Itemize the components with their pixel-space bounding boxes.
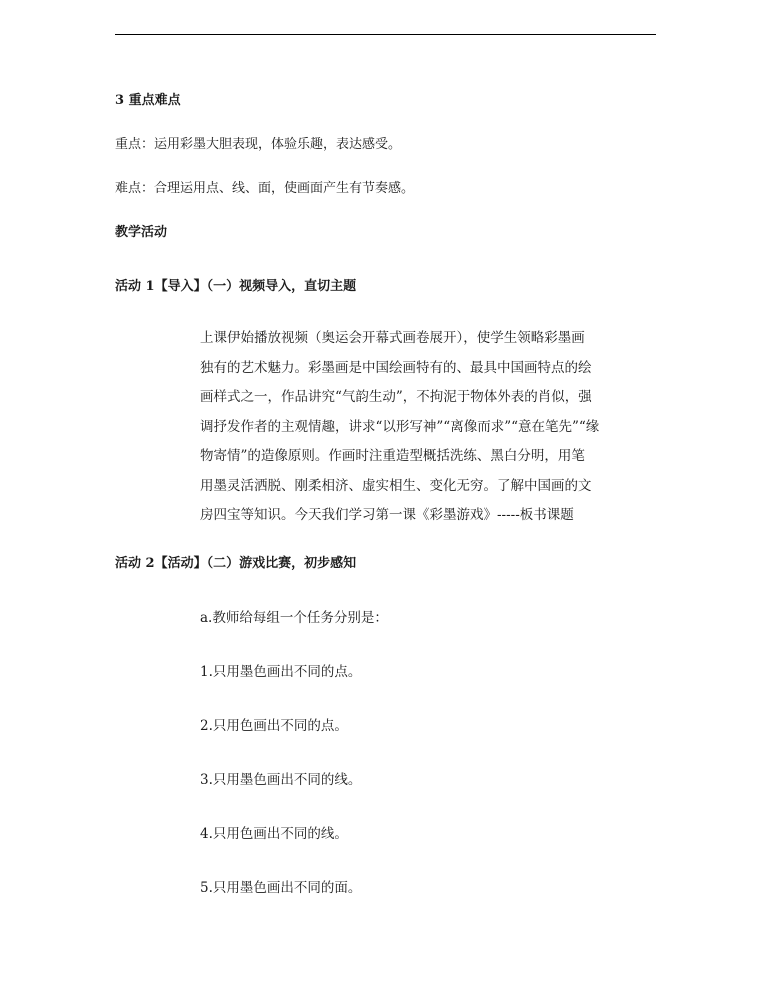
- activity-1-paragraph: [200, 328, 640, 535]
- paragraph-line: 物寄情”的造像原则。作画时注重造型概括洗练、黑白分明，用笔: [200, 448, 585, 464]
- task-item: 1.只用墨色画出不同的点。: [200, 664, 362, 680]
- key-point-text: 重点：运用彩墨大胆表现，体验乐趣，表达感受。: [115, 137, 402, 152]
- task-item: 2.只用色画出不同的点。: [200, 718, 348, 734]
- paragraph-line: 独有的艺术魅力。彩墨画是中国绘画特有的、最具中国画特点的绘: [200, 359, 592, 376]
- difficult-point-text: 难点：合理运用点、线、面，使画面产生有节奏感。: [115, 181, 415, 196]
- task-item: 4.只用色画出不同的线。: [200, 826, 348, 842]
- task-intro: a.教师给每组一个任务分别是：: [200, 610, 388, 626]
- paragraph-line: 画样式之一，作品讲究“气韵生动”，不拘泥于物体外表的肖似，强: [200, 389, 592, 405]
- task-item: 3.只用墨色画出不同的线。: [200, 772, 362, 788]
- activities-heading: 教学活动: [115, 225, 168, 240]
- header-rule: [115, 34, 656, 35]
- paragraph-line: 调抒发作者的主观情趣，讲求“以形写神”“离像而求”“意在笔先”“缘: [200, 418, 600, 435]
- section-heading: 3 重点难点: [115, 93, 181, 108]
- paragraph-line: 用墨灵活洒脱、刚柔相济、虚实相生、变化无穷。了解中国画的文: [200, 477, 592, 494]
- paragraph-line: 房四宝等知识。今天我们学习第一课《彩墨游戏》-----板书课题: [200, 507, 574, 523]
- activity-2-heading: 活动 2【活动】（二）游戏比赛，初步感知: [115, 556, 357, 571]
- paragraph-line: 上课伊始播放视频（奥运会开幕式画卷展开），使学生领略彩墨画: [200, 330, 585, 346]
- task-item: 5.只用墨色画出不同的面。: [200, 880, 362, 896]
- activity-1-heading: 活动 1【导入】（一）视频导入，直切主题: [115, 279, 357, 294]
